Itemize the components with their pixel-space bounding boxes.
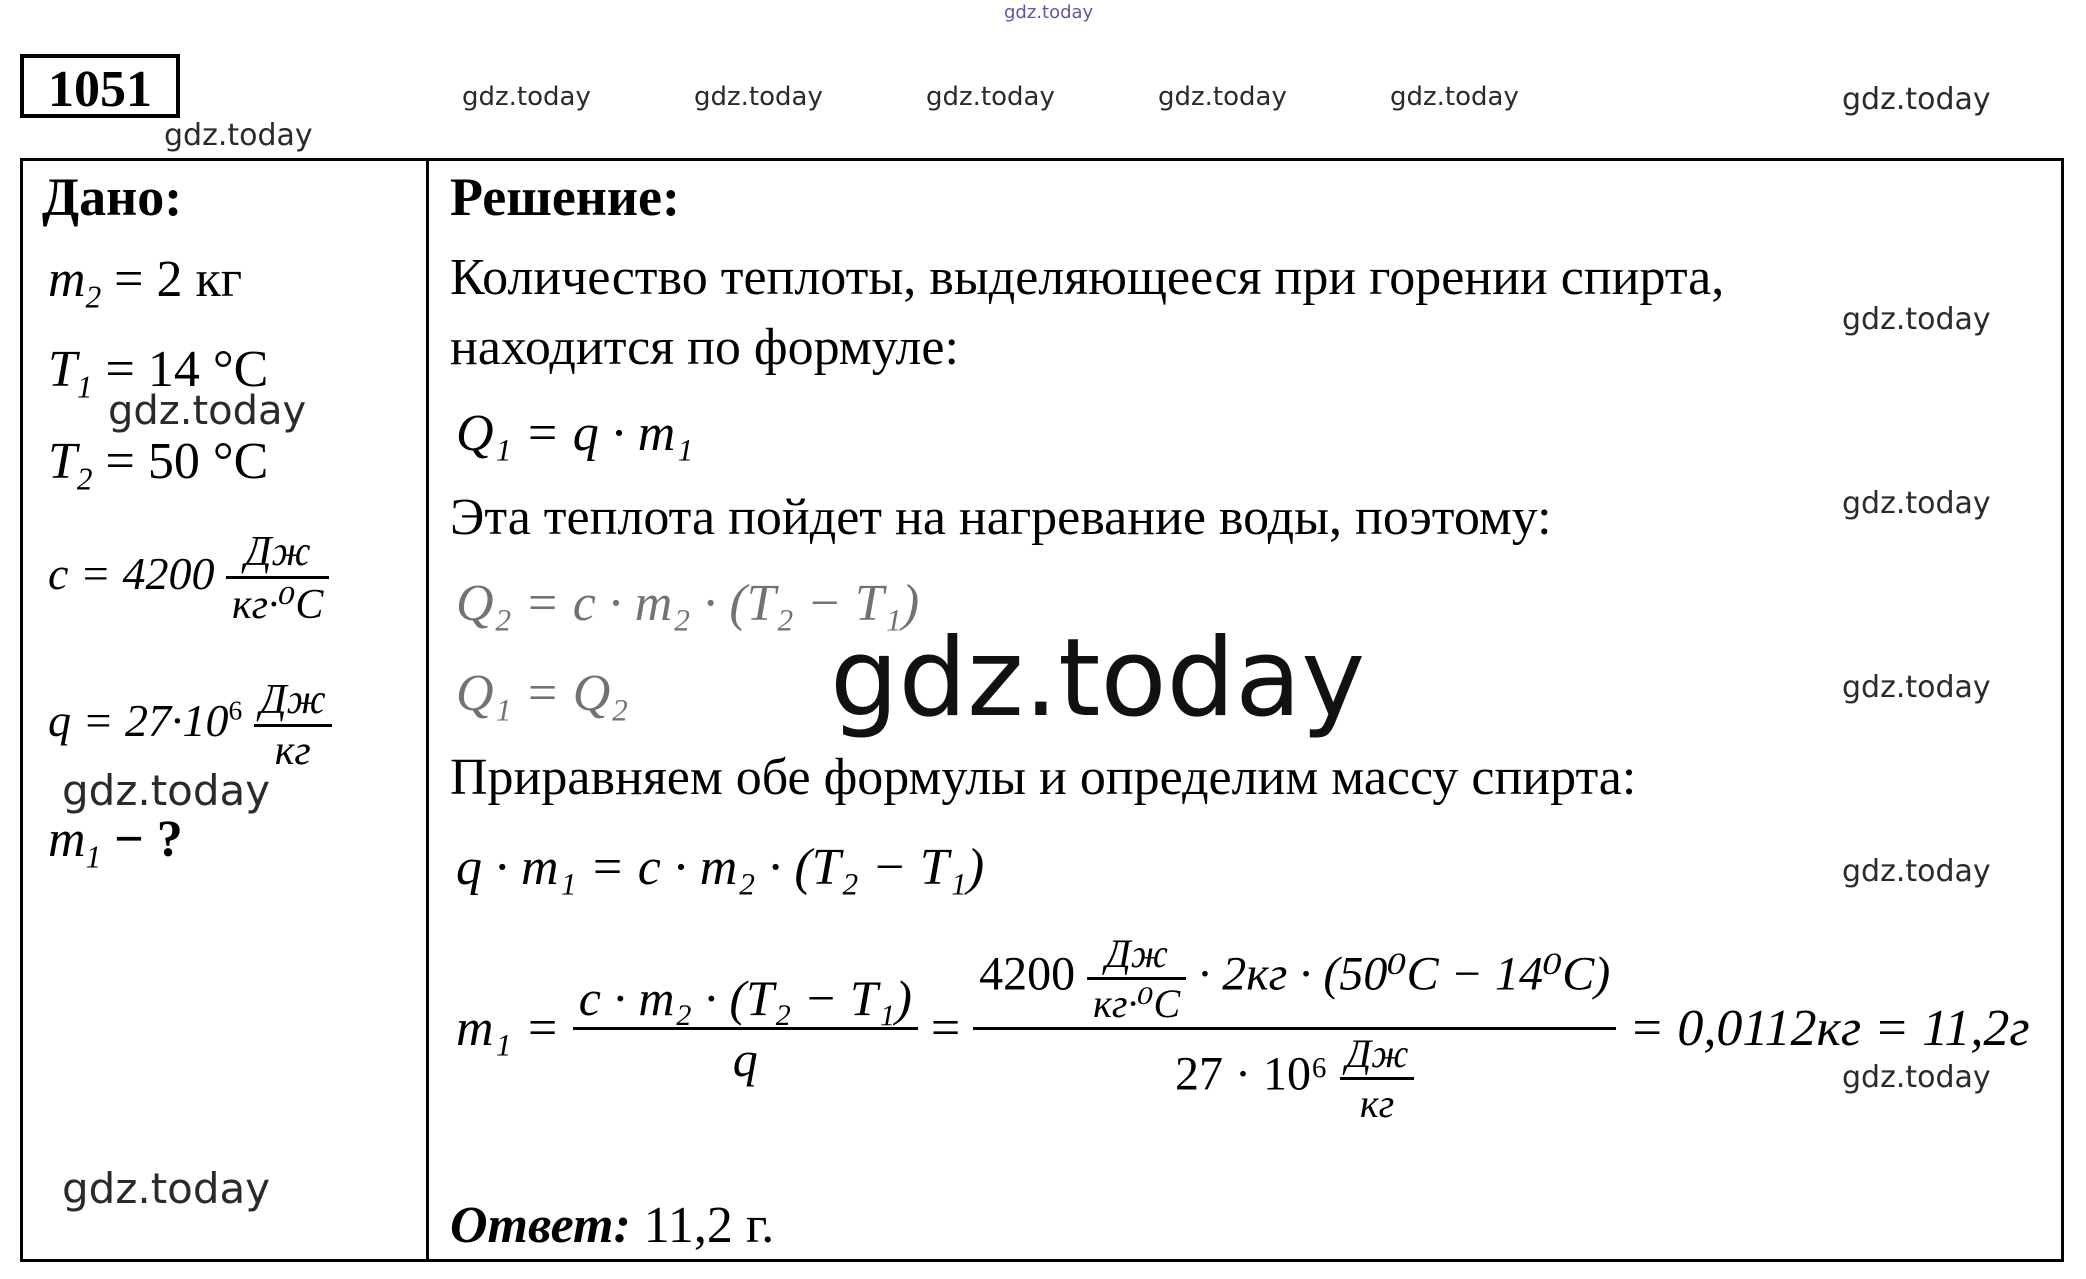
- column-divider: [426, 158, 429, 1262]
- given-heading: Дано:: [42, 167, 183, 227]
- formula-q2: Q₂ = c · m₂ · (T₂ − T₁): [456, 575, 920, 632]
- given-m2: $m_2 = 2$ кг: [48, 251, 243, 315]
- problem-number: 1051: [20, 54, 180, 118]
- watermark: gdz.today: [694, 82, 823, 112]
- formula-equal: Q₁ = Q₂: [456, 665, 629, 722]
- watermark: gdz.today: [1842, 486, 1991, 521]
- solution-text-4: Приравняем обе формулы и определим массу спирта:: [450, 749, 1637, 806]
- given-find: $m_1$ − ?: [48, 811, 183, 875]
- watermark: gdz.today: [462, 82, 591, 112]
- given-c: c = 4200 $\frac{Дж}{\text{кг·⁰C}}$: [48, 528, 329, 629]
- watermark: gdz.today: [108, 388, 307, 434]
- watermark: gdz.today: [1842, 82, 1991, 117]
- solution-text-2: находится по формуле:: [450, 319, 959, 376]
- answer: Ответ: 11,2 г.: [450, 1197, 775, 1254]
- given-t2: $T_2 = 50$ °C: [48, 433, 269, 497]
- watermark: gdz.today: [164, 118, 313, 153]
- watermark: gdz.today: [1842, 302, 1991, 337]
- watermark: gdz.today: [1842, 1060, 1991, 1095]
- formula-q1: Q₁ = q · m₁: [456, 405, 694, 462]
- watermark: gdz.today: [926, 82, 1055, 112]
- solution-text-3: Эта теплота пойдет на нагревание воды, поэтому:: [450, 489, 1552, 546]
- given-t1: $T_1 = 14$ °C: [48, 341, 269, 405]
- watermark: gdz.today: [1842, 670, 1991, 705]
- watermark: gdz.today: [1158, 82, 1287, 112]
- watermark: gdz.today: [1390, 82, 1519, 112]
- watermark: gdz.today: [1004, 2, 1094, 23]
- solution-heading: Решение:: [450, 167, 680, 227]
- watermark: gdz.today: [62, 1164, 271, 1213]
- watermark: gdz.today: [62, 766, 271, 815]
- solution-text-1: Количество теплоты, выделяющееся при горении спирта,: [450, 249, 1725, 306]
- watermark: gdz.today: [1842, 854, 1991, 889]
- formula-equate: q · m₁ = c · m₂ · (T₂ − T₁): [456, 839, 985, 896]
- given-q: $q = 27\cdot 10^6$ $\frac{Дж}{кг}$: [48, 676, 332, 775]
- formula-final: m₁ = $\frac{\text{c · m₂ · (T₂ − T₁)}}{q}$ = 4200 $\frac{Дж}{\text{кг·⁰C}}$ · 2кг · (50⁰C − 14⁰C) 27 · 10⁶ $\frac{Дж}{кг}$ = 0,0112кг = 11,2г: [456, 931, 2030, 1126]
- watermark-large: gdz.today: [830, 616, 1366, 741]
